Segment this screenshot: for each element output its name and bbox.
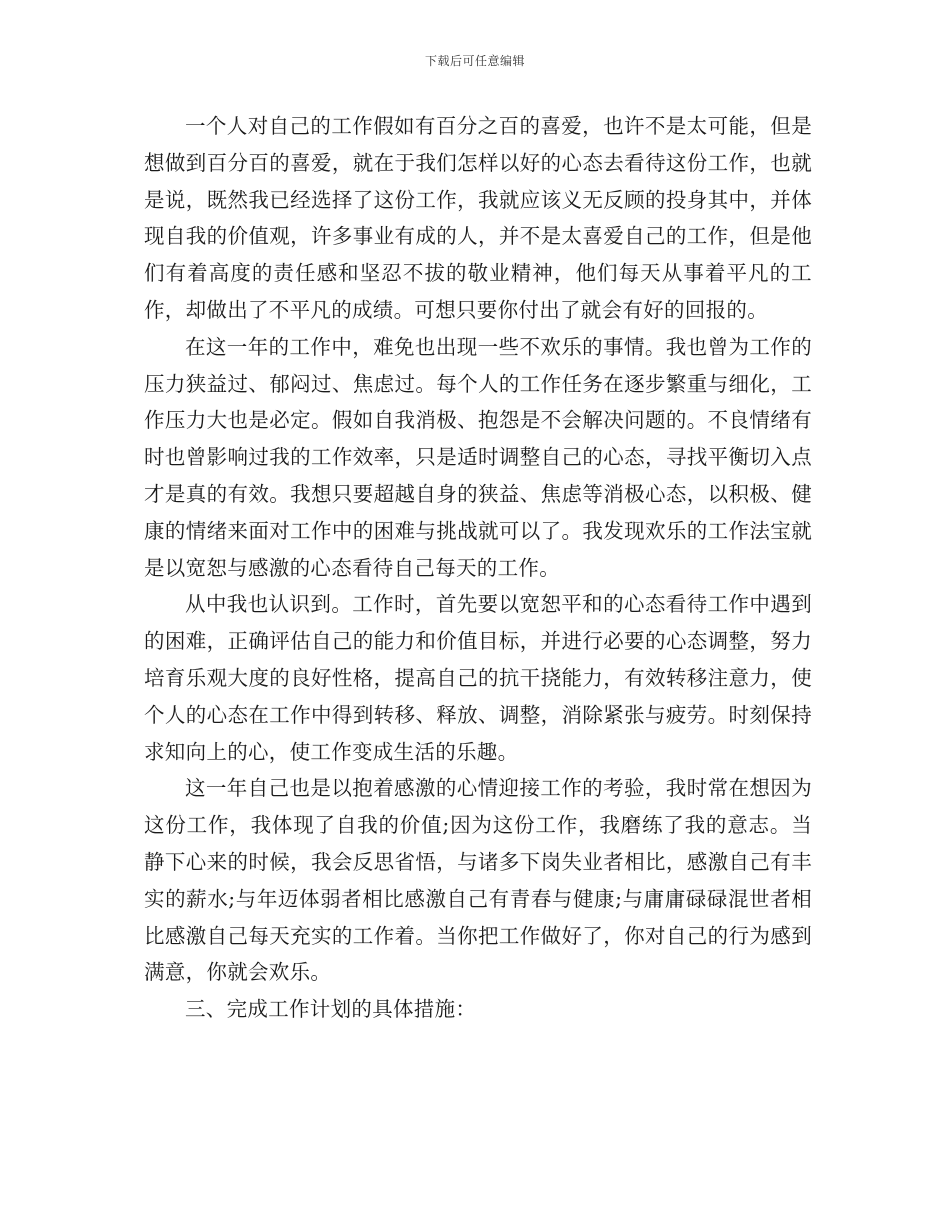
page-header: 下载后可任意编辑 — [424, 54, 525, 68]
section-heading: 三、完成工作计划的具体措施： — [185, 997, 477, 1022]
document-body — [144, 108, 812, 1028]
paragraph-2: 在这一年的工作中，难免也出现一些不欢乐的事情。我也曾为工作的压力狭益过、郁闷过、焦虑过。每个人的工作任务在逐步繁重与细化，工作压力大也是必定。假如自我消极、抱怨是不会解决问题的。不良情绪有时也曾影响过我的工作效率，只是适时调整自己的心态，寻找平衡切入点才是真的有效。我想只要超越自身的狭益、焦虑等消极心态，以积极、健康的情绪来面对工作中的困难与挑战就可以了。我发现欢乐的工作法宝就是以宽恕与感激的心态看待自己每天的工作。 — [144, 334, 812, 580]
paragraph-4: 这一年自己也是以抱着感激的心情迎接工作的考验，我时常在想因为这份工作，我体现了自我的价值;因为这份工作，我磨练了我的意志。当静下心来的时候，我会反思省悟，与诸多下岗失业者相比，感激自己有丰实的薪水;与年迈体弱者相比感激自己有青春与健康;与庸庸碌碌混世者相比感激自己每天充实的工作着。当你把工作做好了，你对自己的行为感到满意，你就会欢乐。 — [144, 776, 812, 985]
paragraph-3: 从中我也认识到。工作时，首先要以宽恕平和的心态看待工作中遇到的困难，正确评估自己的能力和价值目标，并进行必要的心态调整，努力培育乐观大度的良好性格，提高自己的抗干挠能力，有效转移注意力，使个人的心态在工作中得到转移、释放、调整，消除紧张与疲劳。时刻保持求知向上的心，使工作变成生活的乐趣。 — [144, 592, 812, 764]
paragraph-1: 一个人对自己的工作假如有百分之百的喜爱，也许不是太可能，但是想做到百分百的喜爱，就在于我们怎样以好的心态去看待这份工作，也就是说，既然我已经选择了这份工作，我就应该义无反顾的投身其中，并体现自我的价值观，许多事业有成的人，并不是太喜爱自己的工作，但是他们有着高度的责任感和坚忍不拔的敬业精神，他们每天从事着平凡的工作，却做出了不平凡的成绩。可想只要你付出了就会有好的回报的。 — [144, 114, 812, 322]
